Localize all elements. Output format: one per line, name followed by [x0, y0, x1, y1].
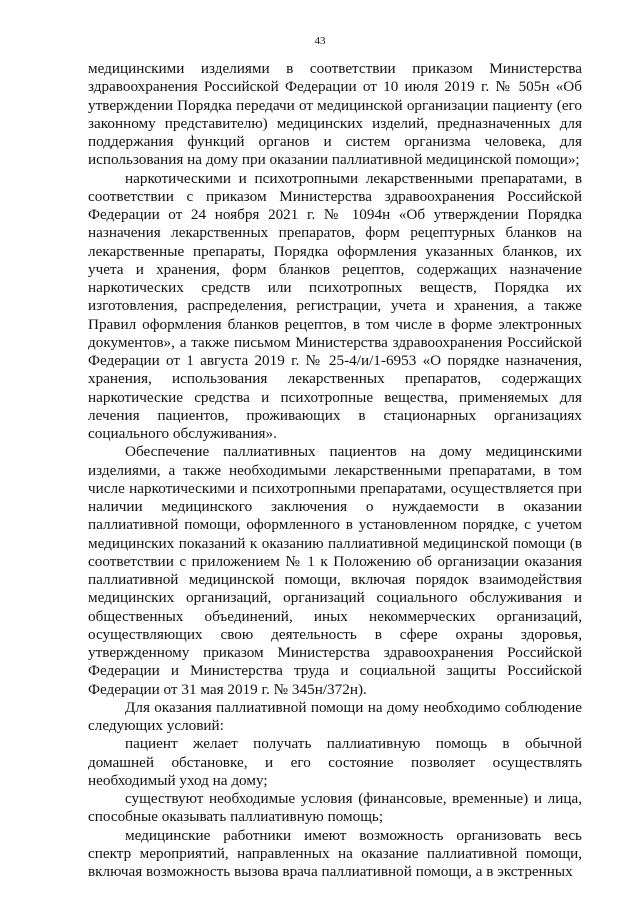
paragraph-home-care-conditions: Для оказания паллиативной помощи на дому необходимо соблюдение следующих условий:	[88, 698, 582, 734]
body-text	[88, 60, 582, 881]
paragraph-condition-medical-staff: медицинские работники имеют возможность организовать весь спектр мероприятий, направленных на оказание паллиативной помощи, включая возможность вызова врача паллиативной помощи, а в экстренных	[88, 826, 582, 880]
paragraph-narcotic-drugs: наркотическими и психотропными лекарственными препаратами, в соответствии с приказом Министерства здравоохранения Российской Федерации от 24 ноября 2021 г. № 1094н «Об утверждении Порядка назначения лекарственных препаратов, форм рецептурных бланков на лекарственные препараты, Порядка оформления указанных бланков, их учета и хранения, форм бланков рецептов, содержащих назначение наркотических средств или психотропных веществ, Порядка их изготовления, распределения, регистрации, учета и хранения, а также Правил оформления бланков рецептов, в том числе в форме электронных документов», а также письмом Министерства здравоохранения Российской Федерации от 1 августа 2019 г. № 25-4/и/1-6953 «О порядке назначения, хранения, использования лекарственных препаратов, содержащих наркотические средства и психотропные вещества, применяемых для лечения пациентов, проживающих в стационарных организациях социального обслуживания».	[88, 169, 582, 442]
page-number: 43	[314, 35, 326, 47]
paragraph-provision-of-patients: Обеспечение паллиативных пациентов на дому медицинскими изделиями, а также необходимыми лекарственными препаратами, в том числе наркотическими и психотропными препаратами, осуществляется при наличии медицинского заключения о нуждаемости в оказании паллиативной помощи, оформленного в установленном порядке, с учетом медицинских показаний к оказанию паллиативной медицинской помощи (в соответствии с приложением № 1 к Положению об организации оказания паллиативной медицинской помощи, включая порядок взаимодействия медицинских организаций, организаций социального обслуживания и общественных объединений, иных некоммерческих организаций, осуществляющих свою деятельность в сфере охраны здоровья, утвержденному приказом Министерства здравоохранения Российской Федерации и Министерства труда и социальной защиты Российской Федерации от 31 мая 2019 г. № 345н/372н).	[88, 443, 582, 698]
paragraph-medical-devices: медицинскими изделиями в соответствии приказом Министерства здравоохранения Российской Федерации от 10 июля 2019 г. № 505н «Об утверждении Порядка передачи от медицинской организации пациенту (его законному представителю) медицинских изделий, предназначенных для поддержания функций органов и систем организма человека, для использования на дому при оказании паллиативной медицинской помощи»;	[88, 60, 582, 169]
paragraph-condition-resources: существуют необходимые условия (финансовые, временные) и лица, способные оказывать паллиативную помощь;	[88, 790, 582, 826]
paragraph-condition-patient-wish: пациент желает получать паллиативную помощь в обычной домашней обстановке, и его состояние позволяет осуществлять необходимый уход на дому;	[88, 735, 582, 789]
